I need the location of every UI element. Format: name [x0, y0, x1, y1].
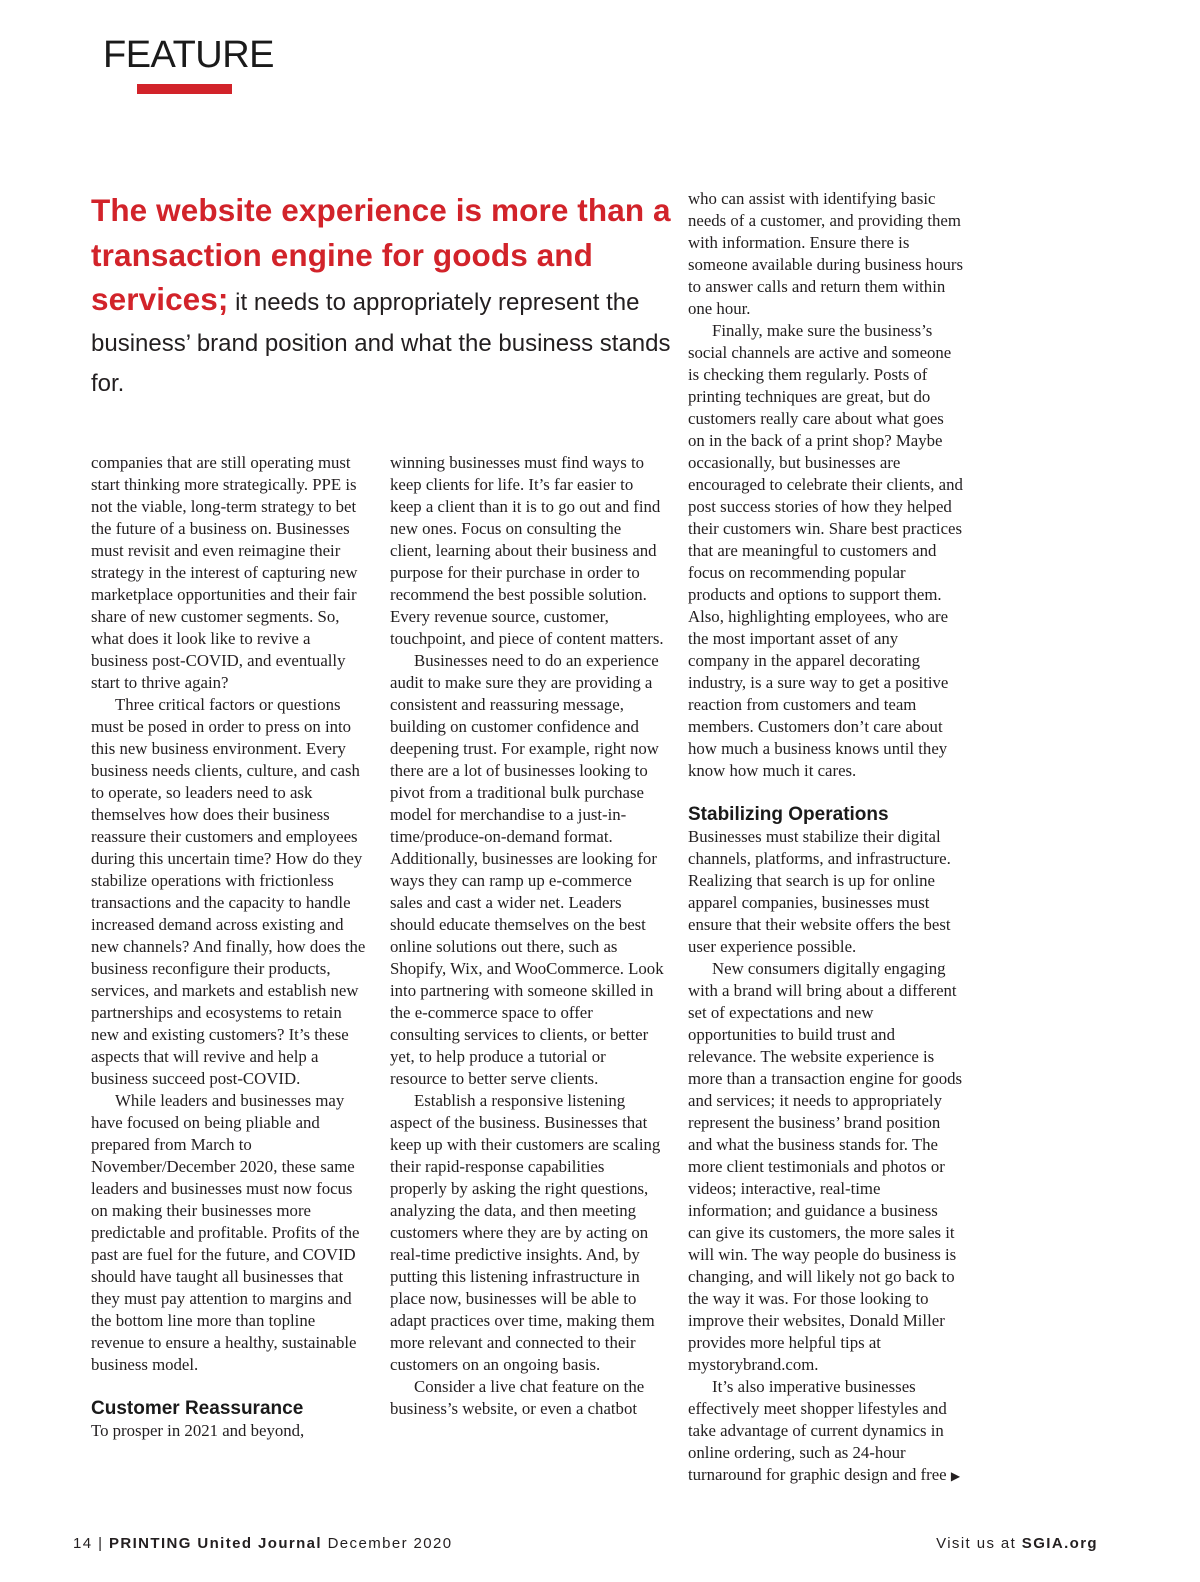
publication-name: PRINTING United Journal: [108, 1535, 322, 1552]
subheading-customer-reassurance: Customer Reassurance: [91, 1398, 304, 1419]
subheading-stabilizing-operations: Stabilizing Operations: [688, 804, 889, 825]
paragraph: who can assist with identifying basic needs of a customer, and providing them with information. Ensure there is someone available during business hours to answer calls and return them within one hour.: [688, 189, 963, 318]
pull-quote: [91, 190, 671, 405]
paragraph: [688, 1376, 963, 1487]
paragraph: companies that are still operating must start thinking more strategically. PPE is not the viable, long-term strategy to bet the future of a business on. Businesses must revisit and even reimagine their strategy in the interest of capturing new marketplace opportunities and their fair share of new customer segments. So, what does it look like to revive a business post-COVID, and eventually start to thrive again?: [91, 453, 358, 692]
section-label: FEATURE: [103, 34, 275, 76]
footer-separator: |: [98, 1535, 104, 1552]
article-column-3: [688, 188, 963, 1487]
site-link[interactable]: SGIA.org: [1021, 1535, 1098, 1552]
continue-arrow-icon: ▶: [950, 1469, 961, 1483]
paragraph: While leaders and businesses may have focused on being pliable and prepared from March to November/December 2020, these same leaders and businesses must now focus on making their businesses more predictable and profitable. Profits of the past are fuel for the future, and COVID should have taught all businesses that they must pay attention to margins and the bottom line more than topline revenue to ensure a healthy, sustainable business model.: [91, 1091, 360, 1374]
paragraph: winning businesses must find ways to keep clients for life. It’s far easier to keep a client than it is to go out and find new ones. Focus on consulting the client, learning about their business and purpose for their purchase in order to recommend the best possible solution. Every revenue source, customer, touchpoint, and piece of content matters.: [390, 453, 664, 648]
paragraph: Finally, make sure the business’s social channels are active and someone is checking them regularly. Posts of printing techniques are great, but do customers really care about what goes on in the back of a print shop? Maybe occasionally, but businesses are encouraged to celebrate their clients, and post success stories of how they helped their customers win. Share best practices that are meaningful to customers and focus on recommending popular products and options to support them. Also, highlighting employees, who are the most important asset of any company in the apparel decorating industry, is a sure way to get a positive reaction from customers and team members. Customers don’t care about how much a business knows until they know how much it cares.: [688, 321, 963, 780]
paragraph: To prosper in 2021 and beyond,: [91, 1421, 305, 1440]
visit-prefix: Visit us at: [936, 1535, 1017, 1552]
pull-quote-rest: it needs to appropriately represent the business’ brand position and what the business stands for.: [91, 289, 671, 397]
paragraph: Establish a responsive listening aspect of the business. Businesses that keep up with their customers are scaling their rapid-response capabilities properly by asking the right questions, analyzing the data, and then meeting customers where they are by acting on real-time predictive insights. And, by putting this listening infrastructure in place now, businesses will be able to adapt practices over time, making them more relevant and connected to their customers on an ongoing basis.: [390, 1091, 661, 1374]
paragraph: New consumers digitally engaging with a brand will bring about a different set of expectations and new opportunities to build trust and relevance. The website experience is more than a transaction engine for goods and services; it needs to appropriately represent the business’ brand position and what the business stands for. The more client testimonials and photos or videos; interactive, real-time information; and guidance a business can give its customers, the more sales it will win. The way people do business is changing, and will likely not go back to the way it was. For those looking to improve their websites, Donald Miller provides more helpful tips at mystorybrand.com.: [688, 959, 963, 1374]
paragraph: Three critical factors or questions must be posed in order to press on into this new business environment. Every business needs clients, culture, and cash to operate, so leaders need to ask themselves how does their business reassure their customers and employees during this uncertain time? How do they stabilize operations with frictionless transactions and the capacity to handle increased demand across existing and new channels? And finally, how does the business reconfigure their products, services, and markets and establish new partnerships and ecosystems to retain new and existing customers? It’s these aspects that will revive and help a business succeed post-COVID.: [91, 695, 366, 1088]
paragraph: Businesses must stabilize their digital channels, platforms, and infrastructure. Realizing that search is up for online apparel companies, businesses must ensure that their website offers the best user experience possible.: [688, 827, 951, 956]
paragraph: Businesses need to do an experience audit to make sure they are providing a consistent and reassuring message, building on customer confidence and deepening trust. For example, right now there are a lot of businesses looking to pivot from a traditional bulk purchase model for merchandise to a just-in-time/produce-on-demand format. Additionally, businesses are looking for ways they can ramp up e-commerce sales and cast a wider net. Leaders should educate themselves on the best online solutions out there, such as Shopify, Wix, and WooCommerce. Look into partnering with someone skilled in the e-commerce space to offer consulting services to clients, or better yet, to help produce a tutorial or resource to better serve clients.: [390, 651, 664, 1088]
section-accent-bar: [137, 84, 232, 94]
article-column-2: [390, 452, 665, 1420]
footer-right: [936, 1535, 1098, 1552]
pull-quote-lead: The website experience is more than a transaction engine for goods and services;: [91, 192, 671, 317]
issue-date: December 2020: [327, 1535, 453, 1552]
article-column-1: [91, 452, 366, 1442]
paragraph: Consider a live chat feature on the business’s website, or even a chatbot: [390, 1377, 645, 1418]
page-number: 14: [73, 1535, 93, 1552]
footer-left: [73, 1535, 453, 1552]
paragraph-text: It’s also imperative businesses effectively meet shopper lifestyles and take advantage of current dynamics in online ordering, such as 24-hour turnaround for graphic design and free: [688, 1377, 947, 1484]
